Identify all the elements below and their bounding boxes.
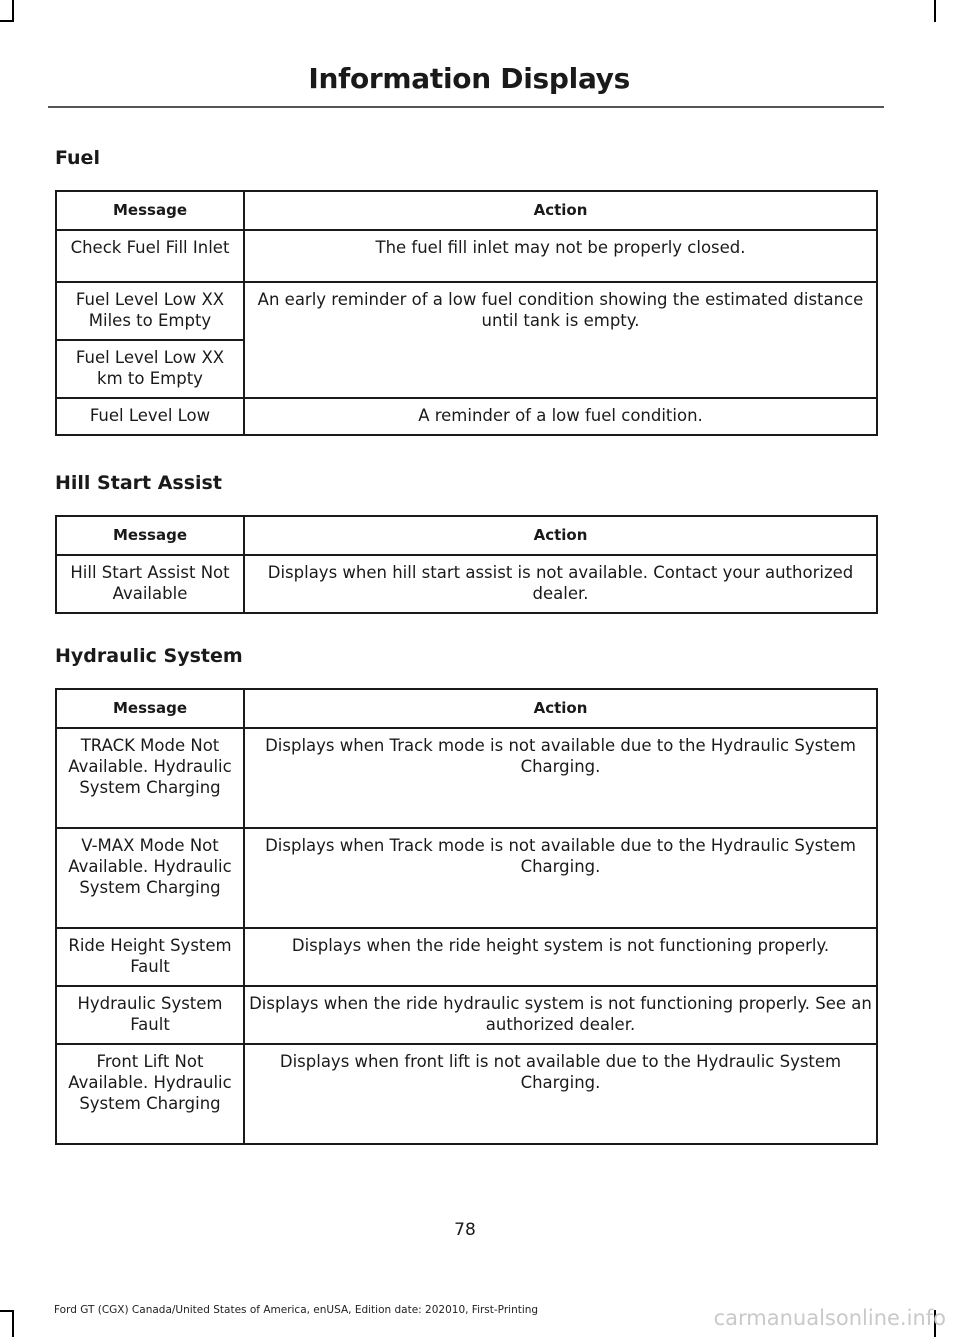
section-title-hydraulic-system: Hydraulic System xyxy=(55,645,243,667)
page-header-title: Information Displays xyxy=(308,62,630,95)
action-cell: Displays when Track mode is not available due to the Hydraulic System Charging. xyxy=(244,728,877,828)
message-cell: Hill Start Assist Not Available xyxy=(56,555,244,613)
table-row xyxy=(56,828,877,928)
column-header-message: Message xyxy=(56,191,244,230)
hydraulic-system-table xyxy=(55,688,878,1145)
column-header-action: Action xyxy=(244,516,877,555)
hill-start-assist-table xyxy=(55,515,878,614)
footer-edition-text: Ford GT (CGX) Canada/United States of America, enUSA, Edition date: 202010, First-Printing xyxy=(54,1304,539,1316)
column-header-action: Action xyxy=(244,689,877,728)
message-cell: Front Lift Not Available. Hydraulic System Charging xyxy=(56,1044,244,1144)
action-cell: Displays when Track mode is not available due to the Hydraulic System Charging. xyxy=(244,828,877,928)
crop-mark-bottom-left-v xyxy=(12,1310,14,1337)
message-cell: V-MAX Mode Not Available. Hydraulic System Charging xyxy=(56,828,244,928)
message-cell: Ride Height System Fault xyxy=(56,928,244,986)
table-header-row xyxy=(56,191,877,230)
action-cell: Displays when hill start assist is not available. Contact your authorized dealer. xyxy=(244,555,877,613)
table-row xyxy=(56,928,877,986)
column-header-action: Action xyxy=(244,191,877,230)
message-cell: Check Fuel Fill Inlet xyxy=(56,230,244,282)
message-cell: Fuel Level Low XX Miles to Empty xyxy=(56,282,244,340)
crop-mark-bottom-left-h xyxy=(0,1310,14,1312)
action-cell: An early reminder of a low fuel condition showing the estimated distance until tank is empty. xyxy=(244,282,877,398)
table-row xyxy=(56,398,877,435)
table-row xyxy=(56,230,877,282)
table-row xyxy=(56,986,877,1044)
message-cell: Fuel Level Low xyxy=(56,398,244,435)
fuel-table xyxy=(55,190,878,436)
table-row xyxy=(56,282,877,340)
action-cell: Displays when the ride hydraulic system is not functioning properly. See an authorized dealer. xyxy=(244,986,877,1044)
message-cell: TRACK Mode Not Available. Hydraulic System Charging xyxy=(56,728,244,828)
watermark: carmanualsonline.info xyxy=(713,1306,946,1330)
table-row xyxy=(56,728,877,828)
section-title-hill-start-assist: Hill Start Assist xyxy=(55,472,222,494)
action-cell: Displays when the ride height system is not functioning properly. xyxy=(244,928,877,986)
crop-mark-top-left-h xyxy=(0,20,14,22)
page-number: 78 xyxy=(454,1220,476,1240)
column-header-message: Message xyxy=(56,689,244,728)
table-header-row xyxy=(56,689,877,728)
table-row xyxy=(56,1044,877,1144)
action-cell: Displays when front lift is not available due to the Hydraulic System Charging. xyxy=(244,1044,877,1144)
header-divider xyxy=(48,106,884,108)
table-header-row xyxy=(56,516,877,555)
action-cell: A reminder of a low fuel condition. xyxy=(244,398,877,435)
column-header-message: Message xyxy=(56,516,244,555)
table-row xyxy=(56,555,877,613)
action-cell: The fuel fill inlet may not be properly closed. xyxy=(244,230,877,282)
crop-mark-top-right-v xyxy=(934,0,936,22)
section-title-fuel: Fuel xyxy=(55,147,100,169)
message-cell: Fuel Level Low XX km to Empty xyxy=(56,340,244,398)
message-cell: Hydraulic System Fault xyxy=(56,986,244,1044)
crop-mark-top-left-v xyxy=(12,0,14,22)
